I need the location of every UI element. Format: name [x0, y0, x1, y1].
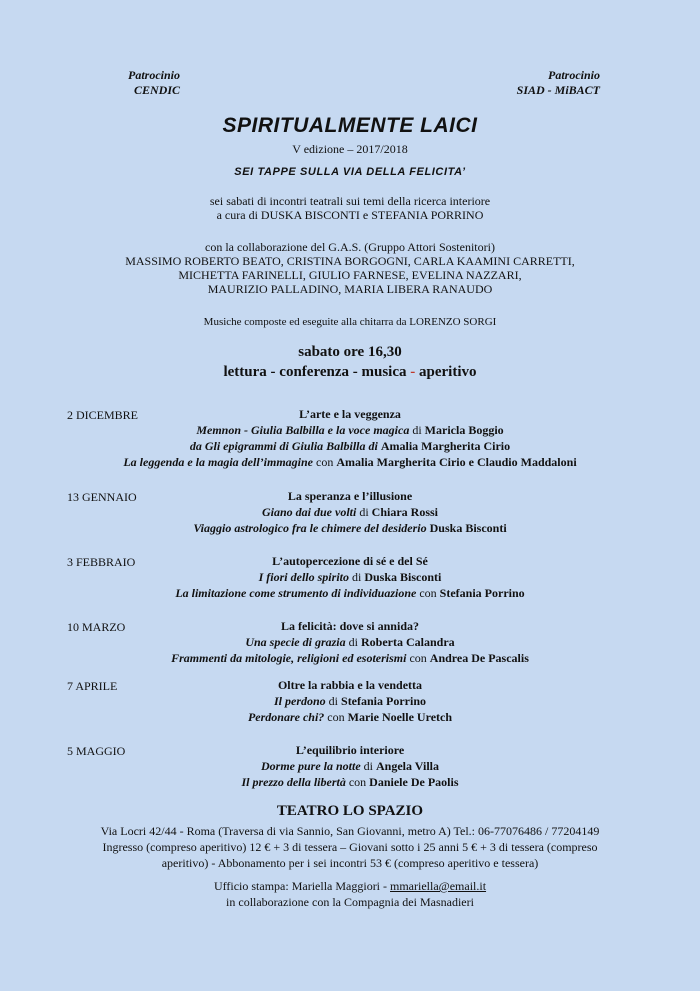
event-work: Memnon - Giulia Balbilla e la voce magica	[196, 423, 410, 437]
event-date: 2 DICEMBRE	[67, 408, 139, 422]
event-author: Roberta Calandra	[361, 635, 455, 649]
event-date: 5 MAGGIO	[67, 744, 126, 758]
event-connector: di	[409, 423, 425, 437]
press-office	[0, 878, 700, 910]
press-collab: in collaborazione con la Compagnia dei Masnadieri	[226, 895, 474, 909]
music-credit: Musiche composte ed eseguite alla chitarra da LORENZO SORGI	[203, 316, 497, 328]
event-work: Viaggio astrologico fra le chimere del desiderio	[193, 521, 427, 535]
intro-line1: sei sabati di incontri teatrali sui temi della ricerca interiore	[209, 194, 491, 208]
event-author: Marie Noelle Uretch	[347, 710, 453, 724]
event-line	[0, 758, 700, 774]
patronage-right-label: Patrocinio	[547, 68, 600, 82]
event-connector: con	[416, 586, 440, 600]
event-author: Amalia Margherita Cirio e Claudio Maddaloni	[336, 455, 577, 469]
event-line	[0, 585, 700, 601]
venue-info	[0, 823, 700, 871]
schedule-time: sabato ore 16,30	[298, 344, 402, 360]
event-work: Frammenti da mitologie, religioni ed esoterismi	[171, 651, 407, 665]
intro	[0, 194, 700, 222]
event-theme: La felicità: dove si annida?	[280, 619, 419, 633]
event-block	[0, 742, 700, 790]
event-connector: di	[360, 759, 376, 773]
subtitle: SEI TAPPE SULLA VIA DELLA FELICITA’	[234, 166, 466, 178]
event-author: Chiara Rossi	[371, 505, 439, 519]
event-block	[0, 553, 700, 601]
event-connector: con	[324, 710, 348, 724]
program-part2: aperitivo	[415, 364, 477, 380]
event-theme: L’equilibrio interiore	[295, 743, 405, 757]
event-date: 7 APRILE	[67, 679, 118, 693]
event-line	[0, 422, 700, 438]
event-block	[0, 406, 700, 470]
event-author: Duska Bisconti	[429, 521, 507, 535]
event-work: Il prezzo della libertà	[241, 775, 346, 789]
venue-name: TEATRO LO SPAZIO	[276, 803, 424, 819]
patronage-right-name: SIAD - MiBACT	[516, 83, 600, 97]
event-date: 13 GENNAIO	[67, 490, 137, 504]
event-line	[0, 520, 700, 536]
event-line	[0, 693, 700, 709]
event-work: Una specie di grazia	[245, 635, 346, 649]
event-work: Il perdono	[273, 694, 326, 708]
press-prefix: Ufficio stampa: Mariella Maggiori -	[213, 879, 391, 893]
event-work: La limitazione come strumento di individuazione	[175, 586, 417, 600]
event-author: Angela Villa	[376, 759, 440, 773]
event-line	[0, 709, 700, 725]
event-work: Perdonare chi?	[247, 710, 325, 724]
event-author: Andrea De Pascalis	[429, 651, 529, 665]
edition: V edizione – 2017/2018	[292, 142, 408, 156]
program-part1: lettura - conferenza - musica	[223, 364, 411, 380]
venue-address: Via Locri 42/44 - Roma (Traversa di via Sannio, San Giovanni, metro A) Tel.: 06-77076486 / 77204149	[100, 824, 600, 838]
event-line	[0, 504, 700, 520]
event-line	[0, 569, 700, 585]
event-author: Maricla Boggio	[424, 423, 504, 437]
event-author: Daniele De Paolis	[369, 775, 459, 789]
event-line	[0, 438, 700, 454]
patronage-left-name: CENDIC	[133, 83, 180, 97]
press-email-link[interactable]: mmariella@email.it	[390, 879, 487, 893]
event-theme: L’autopercezione di sé e del Sé	[272, 554, 428, 568]
schedule-program	[0, 364, 700, 381]
event-connector: di	[356, 505, 372, 519]
event-line	[0, 650, 700, 666]
event-line	[0, 454, 700, 470]
event-author: Duska Bisconti	[364, 570, 442, 584]
collab-line3: MICHETTA FARINELLI, GIULIO FARNESE, EVELINA NAZZARI,	[178, 268, 522, 282]
collab-line1: con la collaborazione del G.A.S. (Gruppo Attori Sostenitori)	[205, 240, 495, 254]
intro-line2: a cura di DUSKA BISCONTI e STEFANIA PORRINO	[216, 208, 484, 222]
event-date: 3 FEBBRAIO	[67, 555, 136, 569]
event-line	[0, 774, 700, 790]
event-connector: di	[345, 635, 361, 649]
event-connector: di	[348, 570, 365, 584]
page-title: SPIRITUALMENTE LAICI	[222, 114, 478, 137]
event-date: 10 MARZO	[67, 620, 126, 634]
venue-price-line2: aperitivo) - Abbonamento per i sei incontri 53 € (compreso aperitivo e tessera)	[161, 856, 539, 870]
patronage-left	[100, 68, 180, 98]
collab-line2: MASSIMO ROBERTO BEATO, CRISTINA BORGOGNI, CARLA KAAMINI CARRETTI,	[125, 254, 575, 268]
event-block	[0, 677, 700, 725]
venue-price-line1: Ingresso (compreso aperitivo) 12 € + 3 di tessera – Giovani sotto i 25 anni 5 € + 3 di tessera (compreso	[102, 840, 598, 854]
collaboration	[0, 240, 700, 296]
event-author: Stefania Porrino	[341, 694, 427, 708]
event-theme: La speranza e l’illusione	[287, 489, 413, 503]
event-connector: di	[325, 694, 342, 708]
event-work: La leggenda e la magia dell’immagine	[123, 455, 313, 469]
event-author: Stefania Porrino	[439, 586, 525, 600]
press-line	[0, 878, 700, 894]
event-work: Dorme pure la notte	[260, 759, 361, 773]
event-work: da Gli epigrammi di Giulia Balbilla di	[189, 439, 378, 453]
event-connector: con	[406, 651, 430, 665]
event-block	[0, 618, 700, 666]
event-block	[0, 488, 700, 536]
collab-line4: MAURIZIO PALLADINO, MARIA LIBERA RANAUDO	[207, 282, 493, 296]
event-connector: con	[345, 775, 370, 789]
event-connector: con	[313, 455, 337, 469]
event-work: I fiori dello spirito	[258, 570, 349, 584]
event-work: Giano dai due volti	[261, 505, 357, 519]
event-line	[0, 634, 700, 650]
event-author: Amalia Margherita Cirio	[380, 439, 511, 453]
patronage-right	[470, 68, 600, 98]
event-theme: L’arte e la veggenza	[299, 407, 401, 421]
patronage-left-label: Patrocinio	[127, 68, 180, 82]
program-separator: -	[410, 364, 416, 380]
event-theme: Oltre la rabbia e la vendetta	[277, 678, 423, 692]
